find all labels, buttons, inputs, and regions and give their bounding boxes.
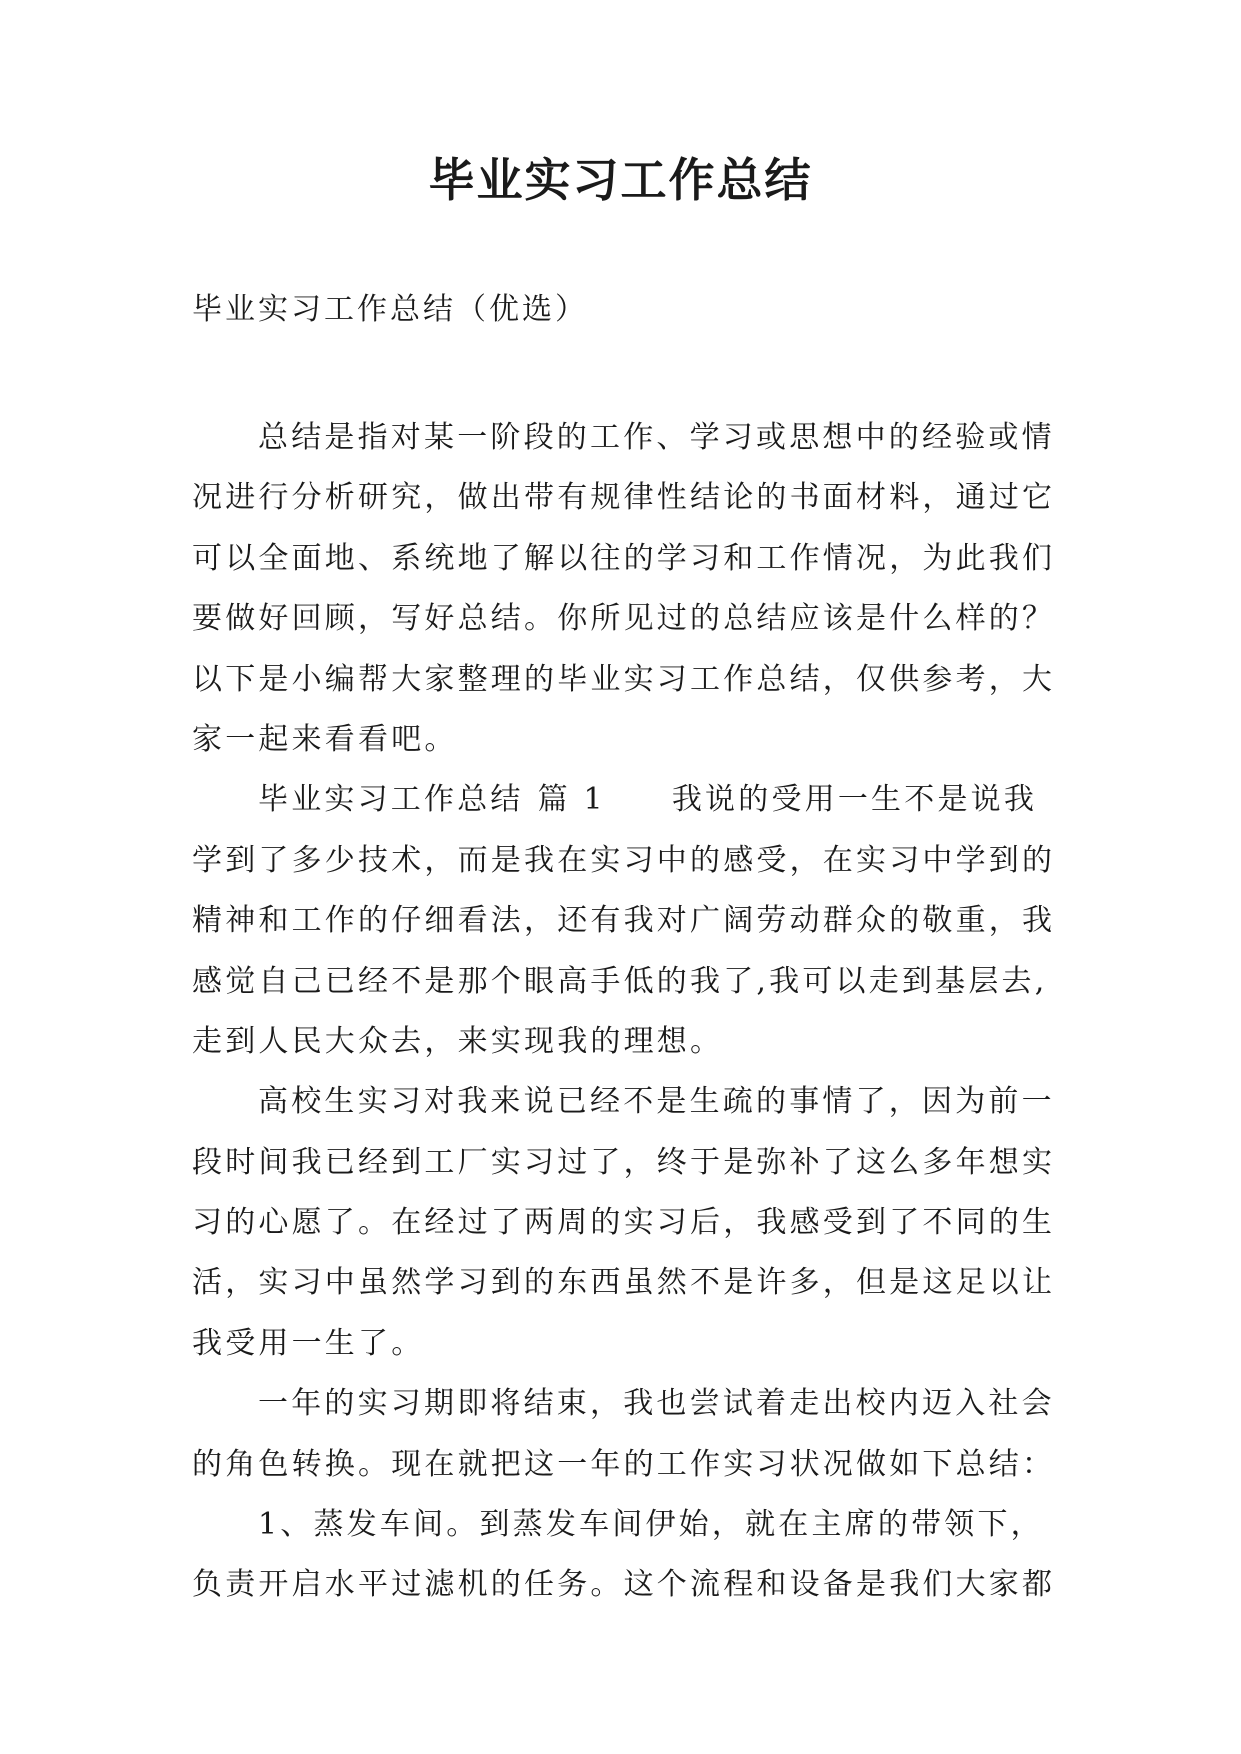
text-line: 一年的实习期即将结束，我也尝试着走出校内迈入社会 [258,1386,1055,1422]
paragraph-evaporation-workshop [192,1495,1072,1616]
section-heading: 毕业实习工作总结 [258,782,524,818]
text-line: 要做好回顾，写好总结。你所见过的总结应该是什么样的？ [192,601,1056,637]
paragraph-practice [192,1072,1072,1374]
text-line: 况进行分析研究，做出带有规律性结论的书面材料，通过它 [192,480,1056,516]
paragraph-intro [192,408,1072,770]
text-line: 可以全面地、系统地了解以往的学习和工作情况，为此我们 [192,540,1056,576]
text-line: 习的心愿了。在经过了两周的实习后，我感受到了不同的生 [192,1205,1056,1241]
text-line: 段时间我已经到工厂实习过了，终于是弥补了这么多年想实 [192,1144,1056,1180]
text-line: 以下是小编帮大家整理的毕业实习工作总结，仅供参考，大 [192,661,1056,697]
text-line: 1、蒸发车间。到蒸发车间伊始，就在主席的带领下， [258,1507,1044,1543]
section-heading-line [192,770,1072,830]
text-line: 学到了多少技术，而是我在实习中的感受，在实习中学到的 [192,842,1056,878]
text-line: 负责开启水平过滤机的任务。这个流程和设备是我们大家都 [192,1567,1056,1603]
text-fragment: 我说的受用一生不是说我 [671,782,1038,818]
text-line: 活，实习中虽然学习到的东西虽然不是许多，但是这足以让 [192,1265,1056,1301]
text-line: 高校生实习对我来说已经不是生疏的事情了，因为前一 [258,1084,1055,1120]
text-line: 感觉自己已经不是那个眼高手低的我了,我可以走到基层去, [192,963,1048,999]
text-line: 我受用一生了。 [192,1325,425,1361]
text-line: 总结是指对某一阶段的工作、学习或思想中的经验或情 [258,420,1055,455]
document-subtitle: 毕业实习工作总结（优选） [192,292,588,327]
paragraph-summary-intro [192,1374,1072,1495]
text-line: 家一起来看看吧。 [192,721,458,757]
document-title: 毕业实习工作总结 [428,153,813,207]
document-body [192,408,1072,1616]
text-line: 走到人民大众去，来实现我的理想。 [192,1023,724,1059]
paragraph-section-1 [192,770,1072,1072]
text-line: 精神和工作的仔细看法，还有我对广阔劳动群众的敬重，我 [192,903,1056,939]
section-number: 篇 1 [537,782,606,818]
text-line: 的角色转换。现在就把这一年的工作实习状况做如下总结： [192,1446,1056,1482]
